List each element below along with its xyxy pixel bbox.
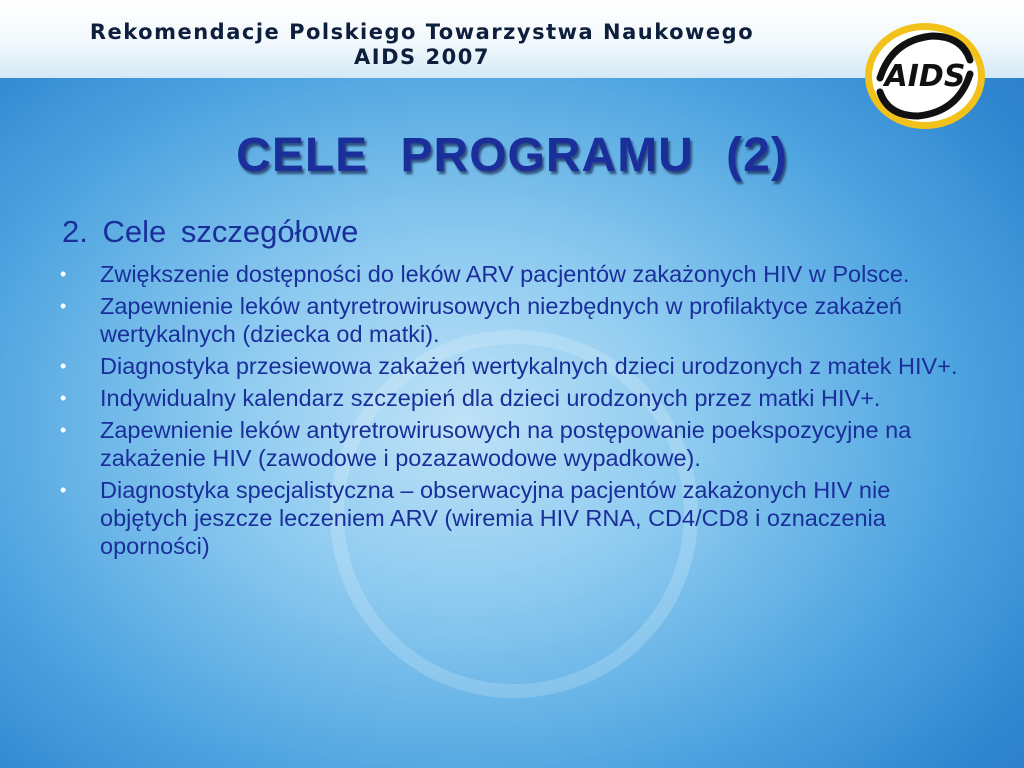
bullet-dot-icon: • xyxy=(60,480,67,500)
bullet-list xyxy=(60,260,970,564)
bullet-dot-icon: • xyxy=(60,356,67,376)
header-subtitle: AIDS 2007 xyxy=(354,45,490,69)
bullet-dot-icon: • xyxy=(60,296,67,316)
bullet-item xyxy=(60,476,970,560)
bullet-text: Zapewnienie leków antyretrowirusowych niezbędnych w profilaktyce zakażeń wertykalnych (dziecka od matki). xyxy=(100,293,903,347)
slide-title: CELE PROGRAMU (2) xyxy=(236,129,788,182)
bullet-text: Diagnostyka specjalistyczna – obserwacyjna pacjentów zakażonych HIV nie objętych jeszcze leczeniem ARV (wiremia HIV RNA, CD4/CD8 i oznaczenia oporności) xyxy=(100,477,891,559)
aids-logo-icon xyxy=(862,20,988,132)
bullet-dot-icon: • xyxy=(60,420,67,440)
bullet-text: Indywidualny kalendarz szczepień dla dzieci urodzonych przez matki HIV+. xyxy=(100,385,881,411)
header-title: Rekomendacje Polskiego Towarzystwa Naukowego xyxy=(89,20,755,44)
bullet-item xyxy=(60,352,970,380)
bullet-text: Diagnostyka przesiewowa zakażeń wertykalnych dzieci urodzonych z matek HIV+. xyxy=(100,353,958,379)
bullet-item xyxy=(60,260,970,288)
logo-text: AIDS xyxy=(884,59,966,94)
bullet-dot-icon: • xyxy=(60,388,67,408)
bullet-dot-icon: • xyxy=(60,264,67,284)
bullet-text: Zwiększenie dostępności do leków ARV pacjentów zakażonych HIV w Polsce. xyxy=(100,261,910,287)
bullet-item xyxy=(60,416,970,472)
bullet-item xyxy=(60,292,970,348)
bullet-text: Zapewnienie leków antyretrowirusowych na postępowanie poekspozycyjne na zakażenie HIV (zawodowe i pozazawodowe wypadkowe). xyxy=(100,417,912,471)
slide-subheading: 2. Cele szczegółowe xyxy=(62,214,359,249)
bullet-item xyxy=(60,384,970,412)
